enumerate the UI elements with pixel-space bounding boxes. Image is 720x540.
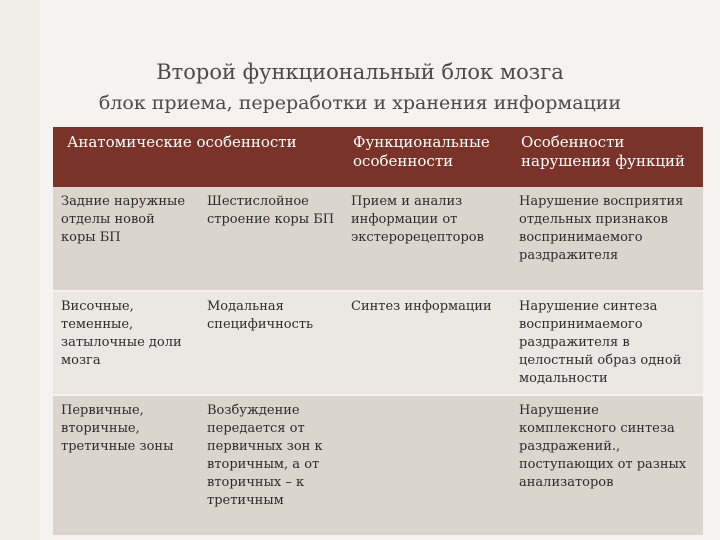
table-cell: Прием и анализ информации от экстерорецепторов xyxy=(343,187,511,291)
header-disorders: Особенности нарушения функций xyxy=(511,127,703,187)
brain-block-table xyxy=(53,127,703,535)
table-cell: Нарушение синтеза воспринимаемого раздражителя в целостный образ одной модальности xyxy=(511,291,703,395)
table-cell: Первичные, вторичные, третичные зоны xyxy=(53,395,199,535)
table-cell: Задние наружные отделы новой коры БП xyxy=(53,187,199,291)
table-header-row xyxy=(53,127,703,187)
table-cell: Нарушение комплексного синтеза раздражений., поступающих от разных анализаторов xyxy=(511,395,703,535)
table-row xyxy=(53,395,703,535)
slide-title: Второй функциональный блок мозга xyxy=(156,60,564,84)
table-row xyxy=(53,291,703,395)
table-cell: Височные, теменные, затылочные доли мозга xyxy=(53,291,199,395)
slide-subtitle: блок приема, переработки и хранения информации xyxy=(98,92,622,114)
table-row xyxy=(53,187,703,291)
table-cell: Модальная специфичность xyxy=(199,291,343,395)
table-cell xyxy=(343,395,511,535)
table-cell: Синтез информации xyxy=(343,291,511,395)
header-functional: Функциональные особенности xyxy=(343,127,511,187)
table-cell: Нарушение восприятия отдельных признаков воспринимаемого раздражителя xyxy=(511,187,703,291)
table-cell: Шестислойное строение коры БП xyxy=(199,187,343,291)
table-cell: Возбуждение передается от первичных зон к вторичным, а от вторичных – к третичным xyxy=(199,395,343,535)
header-anatomical: Анатомические особенности xyxy=(53,127,343,187)
